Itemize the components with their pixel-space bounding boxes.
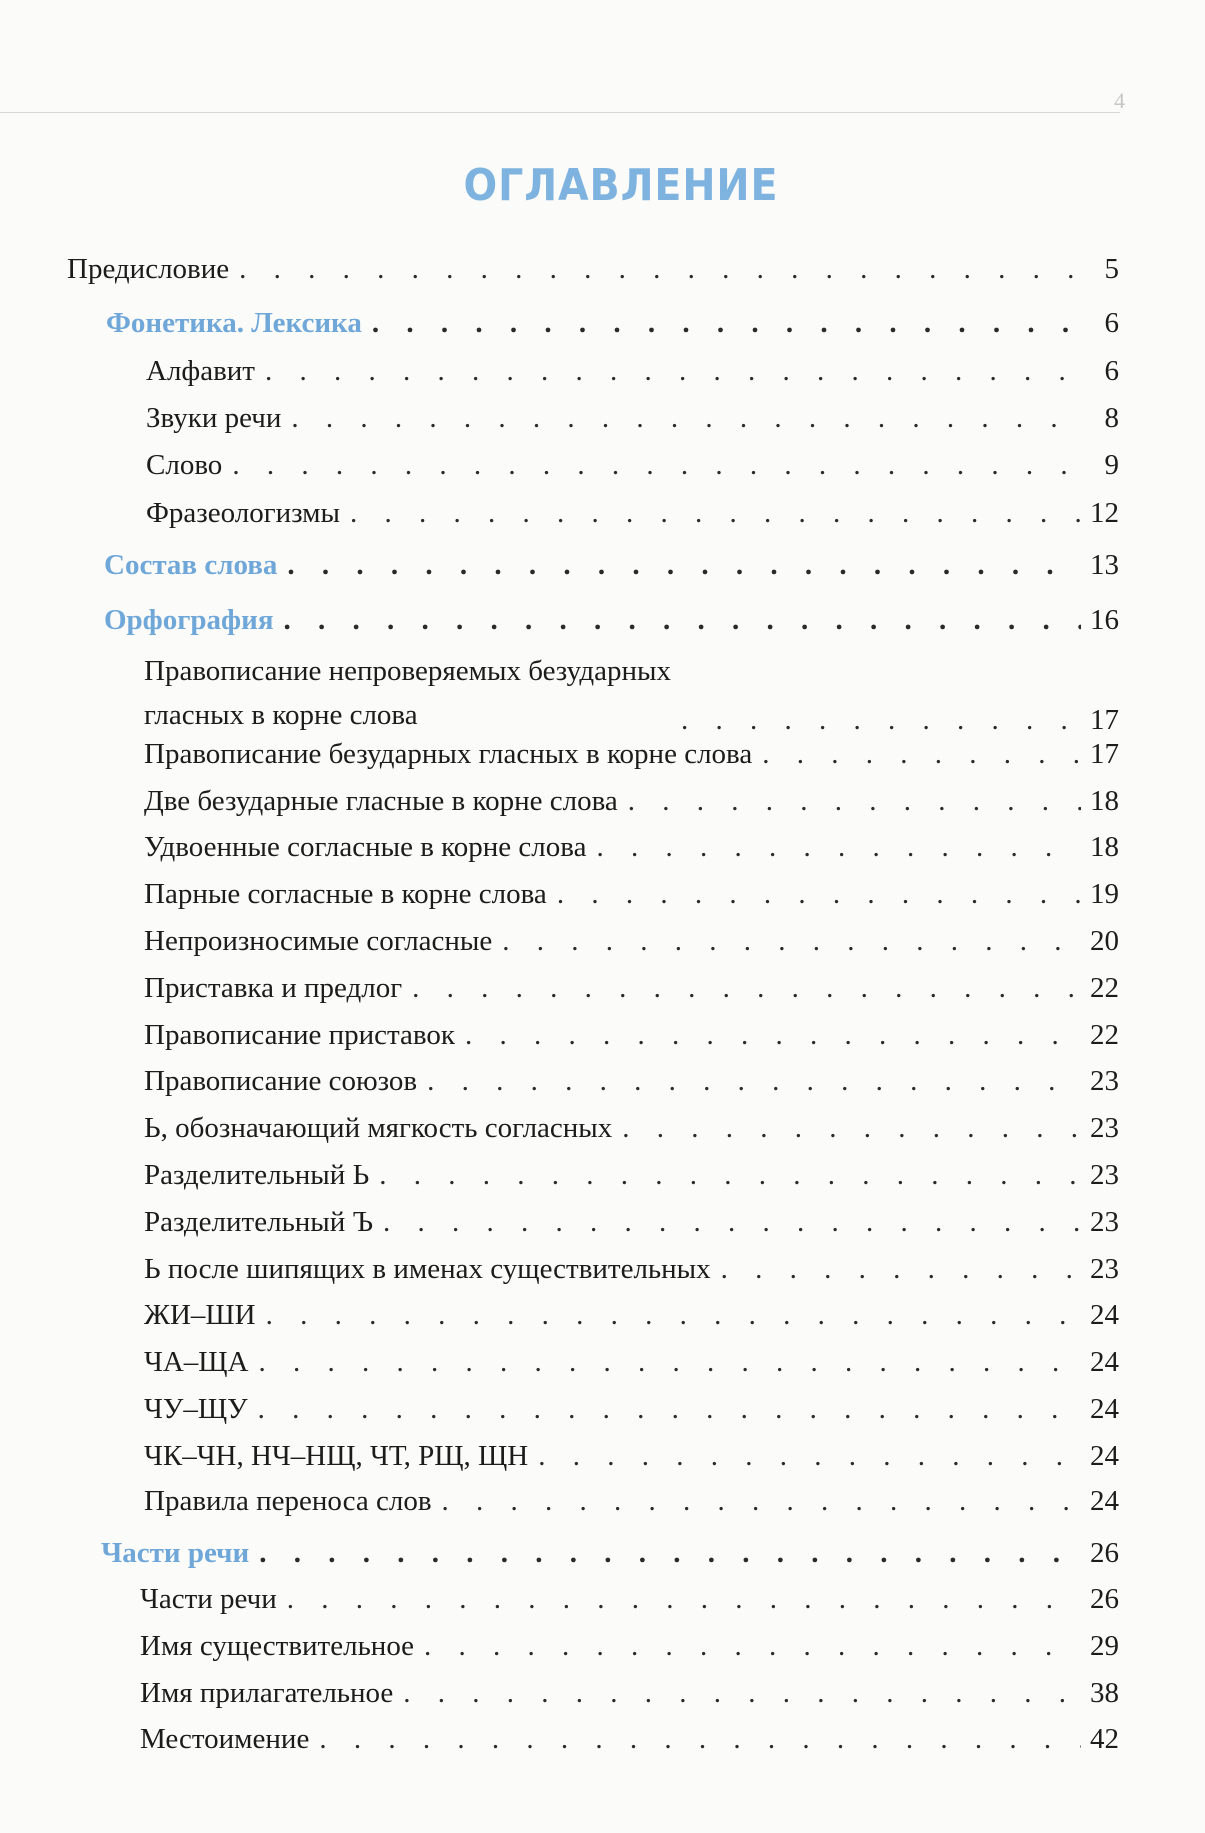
toc-entry-page: 24 [1090,1346,1119,1378]
toc-entry-label: Имя прилагательное [140,1677,394,1709]
toc-entry-label: Разделительный Ъ [144,1206,374,1238]
toc-entry-label: Парные согласные в корне слова [144,878,547,910]
toc-entry-label: Звуки речи [146,402,282,434]
toc-entry-page: 23 [1090,1159,1119,1191]
dot-leader [232,448,1081,482]
toc-entry-page: 9 [1104,449,1119,481]
dot-leader [287,1582,1081,1616]
toc-entry-page: 17 [1090,738,1119,770]
dot-leader [403,1676,1081,1710]
toc-entry-cha-shcha[interactable] [144,1345,1119,1379]
toc-entry-page: 26 [1090,1583,1119,1615]
toc-entry-word[interactable] [146,448,1119,482]
toc-entry-consonant-combinations[interactable] [144,1439,1119,1473]
dot-leader [350,496,1081,530]
toc-entry-label: Слово [146,449,223,481]
dot-leader [287,548,1081,582]
page-title: ОГЛАВЛЕНИЕ [463,160,779,211]
toc-entry-page: 29 [1090,1630,1119,1662]
toc-entry-label: Части речи [140,1583,277,1615]
toc-entry-unverifiable-vowels[interactable] [144,649,1119,737]
toc-entry-page: 23 [1090,1206,1119,1238]
toc-entry-label: Ь, обозначающий мягкость согласных [144,1112,613,1144]
toc-entry-noun[interactable] [140,1629,1119,1663]
dot-leader [259,1536,1081,1570]
toc-section-label: Фонетика. Лексика [106,307,362,339]
toc-entry-label: Приставка и предлог [144,972,403,1004]
toc-entry-label: Правила переноса слов [144,1485,432,1517]
toc-entry-hyphenation-rules[interactable] [144,1484,1119,1518]
toc-entry-prefix-spelling[interactable] [144,1018,1119,1052]
toc-entry-alphabet[interactable] [146,354,1119,388]
toc-entry-conjunction-spelling[interactable] [144,1064,1119,1098]
toc-entry-label: Правописание безударных гласных в корне слова [144,738,753,770]
toc-entry-page: 13 [1090,549,1119,581]
toc-entry-page: 19 [1090,878,1119,910]
toc-entry-page: 24 [1090,1485,1119,1517]
dot-leader [258,1392,1081,1426]
toc-entry-zhi-shi[interactable] [144,1298,1119,1332]
toc-entry-page: 12 [1090,497,1119,529]
toc-entry-label: Две безударные гласные в корне слова [144,785,618,817]
toc-entry-soft-sign-softness[interactable] [144,1111,1119,1145]
dot-leader [291,401,1081,435]
dot-leader [266,1298,1081,1332]
toc-entry-page: 8 [1104,402,1119,434]
page-number: 4 [1114,88,1125,113]
header-rule [0,112,1120,113]
dot-leader [681,703,1081,737]
toc-section-label: Орфография [104,604,274,636]
toc-entry-label: Разделительный Ь [144,1159,370,1191]
dot-leader [284,603,1081,637]
toc-entry-double-consonants[interactable] [144,830,1119,864]
toc-entry-label: Имя существительное [140,1630,415,1662]
toc-entry-label [144,649,671,737]
dot-leader [383,1205,1081,1239]
dot-leader [622,1111,1081,1145]
toc-entry-label: Местоимение [140,1723,310,1755]
dot-leader [762,737,1081,771]
toc-entry-page: 16 [1090,604,1119,636]
toc-entry-page: 24 [1090,1393,1119,1425]
dot-leader [427,1064,1081,1098]
toc-entry-label: ЧА–ЩА [144,1346,249,1378]
toc-entry-page: 42 [1090,1723,1119,1755]
toc-section-phonetics[interactable] [106,306,1119,340]
toc-entry-page: 18 [1090,831,1119,863]
toc-entry-idioms[interactable] [146,496,1119,530]
dot-leader [319,1722,1081,1756]
toc-entry-label: ЖИ–ШИ [144,1299,256,1331]
toc-entry-page: 24 [1090,1440,1119,1472]
dot-leader [596,830,1081,864]
toc-entry-chu-shchu[interactable] [144,1392,1119,1426]
dot-leader [628,784,1081,818]
toc-entry-page: 23 [1090,1112,1119,1144]
toc-entry-page: 17 [1090,704,1119,736]
dot-leader [239,252,1081,286]
toc-section-label: Части речи [101,1537,250,1569]
toc-entry-label: Удвоенные согласные в корне слова [144,831,587,863]
toc-entry-preface[interactable] [67,252,1119,286]
dot-leader [442,1484,1081,1518]
toc-section-parts-of-speech[interactable] [101,1536,1119,1570]
toc-entry-page: 5 [1104,253,1119,285]
toc-entry-page: 22 [1090,1019,1119,1051]
dot-leader [412,971,1081,1005]
toc-entry-pronoun[interactable] [140,1722,1119,1756]
toc-entry-unstressed-vowels[interactable] [144,737,1119,771]
toc-entry-parts-of-speech[interactable] [140,1582,1119,1616]
toc-entry-page: 6 [1104,307,1119,339]
toc-entry-soft-sign-after-sibilants[interactable] [144,1252,1119,1286]
toc-entry-adjective[interactable] [140,1676,1119,1710]
dot-leader [265,354,1081,388]
toc-entry-label: Ь после шипящих в именах существительных [144,1253,711,1285]
toc-section-label: Состав слова [104,549,278,581]
dot-leader [721,1252,1081,1286]
toc-entry-separating-hard-sign[interactable] [144,1205,1119,1239]
toc-entry-page: 38 [1090,1677,1119,1709]
toc-entry-speech-sounds[interactable] [146,401,1119,435]
dot-leader [538,1439,1081,1473]
toc-entry-page: 20 [1090,925,1119,957]
dot-leader [259,1345,1082,1379]
toc-entry-label: Непроизносимые согласные [144,925,493,957]
toc-entry-page: 18 [1090,785,1119,817]
toc-entry-page: 26 [1090,1537,1119,1569]
toc-section-orthography[interactable] [104,603,1119,637]
toc-section-word-structure[interactable] [104,548,1119,582]
toc-entry-label: Алфавит [146,355,255,387]
toc-entry-label-line: Правописание непроверяемых безударных [144,655,671,687]
toc-entry-label-line: гласных в корне слова [144,699,418,731]
toc-entry-label: Предисловие [67,253,230,285]
toc-entry-prefix-and-preposition[interactable] [144,971,1119,1005]
toc-entry-two-unstressed-vowels[interactable] [144,784,1119,818]
toc-entry-page: 23 [1090,1253,1119,1285]
dot-leader [465,1018,1081,1052]
toc-entry-page: 22 [1090,972,1119,1004]
dot-leader [424,1629,1081,1663]
toc-entry-label: Правописание союзов [144,1065,418,1097]
dot-leader [557,877,1081,911]
toc-entry-paired-consonants[interactable] [144,877,1119,911]
dot-leader [502,924,1081,958]
toc-entry-page: 23 [1090,1065,1119,1097]
toc-entry-label: ЧУ–ЩУ [144,1393,248,1425]
toc-entry-separating-soft-sign[interactable] [144,1158,1119,1192]
dot-leader [379,1158,1081,1192]
toc-entry-label: Фразеологизмы [146,497,340,529]
toc-entry-label: Правописание приставок [144,1019,455,1051]
toc-entry-page: 6 [1104,355,1119,387]
toc-entry-page: 24 [1090,1299,1119,1331]
toc-entry-silent-consonants[interactable] [144,924,1119,958]
dot-leader [372,306,1081,340]
toc-entry-label: ЧК–ЧН, НЧ–НЩ, ЧТ, РЩ, ЩН [144,1440,529,1472]
